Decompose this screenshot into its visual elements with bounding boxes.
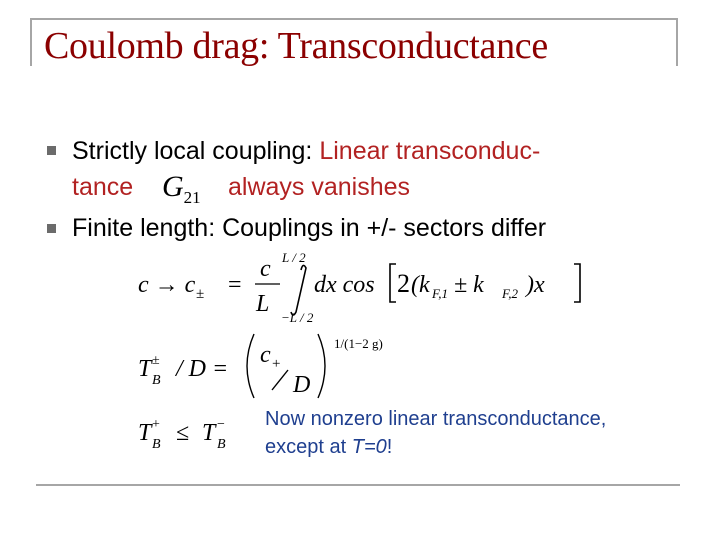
note-line-2-bang: !	[386, 436, 393, 458]
eq1-inner-1: (k	[411, 272, 430, 298]
note-line-2-T: T	[351, 436, 364, 458]
eq1-frac-num: c	[260, 256, 271, 282]
eq3-sub1: B	[152, 437, 161, 452]
note-line-2	[265, 433, 606, 461]
note-line-2-suffix: =0	[363, 436, 387, 458]
bullet-1-plain-text: Strictly local coupling:	[72, 137, 320, 165]
eq3-sub2: B	[217, 437, 226, 452]
g-symbol: G	[162, 170, 184, 203]
eq1-sub: ±	[196, 286, 205, 302]
eq2-sup: ±	[152, 353, 160, 368]
eq1-inner-sub1: F,1	[432, 286, 449, 301]
eq1-inner-sub2: F,2	[502, 286, 519, 301]
eq3-T1: T	[138, 420, 152, 446]
eq1-lhs: c → c	[138, 272, 196, 298]
bottom-divider-line	[36, 484, 680, 486]
eq1-inner-end: )x	[526, 272, 545, 298]
eq3-le: ≤	[176, 420, 190, 446]
eq3-sup1: +	[152, 417, 160, 432]
eq1-equals: =	[228, 272, 242, 298]
slide-title: Coulomb drag: Transconductance	[44, 25, 548, 67]
eq2-T: T	[138, 356, 152, 382]
eq2-num: c	[260, 342, 271, 368]
bullet-2-text: Finite length: Couplings in +/- sectors differ	[72, 214, 547, 242]
eq3-T2: T	[202, 420, 216, 446]
eq1-inner-2: 2	[397, 269, 410, 298]
eq1-dx-cos: dx cos	[314, 272, 375, 298]
g-subscript: 21	[183, 188, 201, 207]
right-paren-icon	[318, 334, 325, 398]
eq2-exponent: 1/(1−2 g)	[334, 336, 383, 351]
eq1-upper-limit: L / 2	[282, 250, 306, 265]
note-line-1: Now nonzero linear transconductance,	[265, 408, 607, 430]
eq1-frac-den: L	[256, 291, 270, 317]
eq1-lower-limit: −L / 2	[281, 310, 314, 325]
integral-sign-icon	[291, 265, 306, 315]
left-paren-icon	[247, 334, 254, 398]
eq2-num-sub: +	[272, 356, 281, 372]
left-bracket-icon	[390, 264, 396, 302]
eq3-sup2: −	[217, 417, 225, 432]
bullet-1-highlight-text: Linear transconduc-	[319, 137, 541, 165]
eq2-slash	[272, 370, 288, 390]
note-line-2-prefix: except at	[265, 436, 352, 458]
right-bracket-icon	[574, 264, 580, 302]
eq1-inner-pm: ± k	[454, 272, 484, 298]
bullet-1-tail: always vanishes	[228, 173, 411, 201]
eq2-sub: B	[152, 373, 161, 388]
eq2-rest: / D =	[176, 356, 229, 382]
bullet-1-highlight-cont: tance	[72, 173, 134, 201]
eq2-den: D	[293, 372, 311, 398]
note-text	[265, 405, 606, 461]
